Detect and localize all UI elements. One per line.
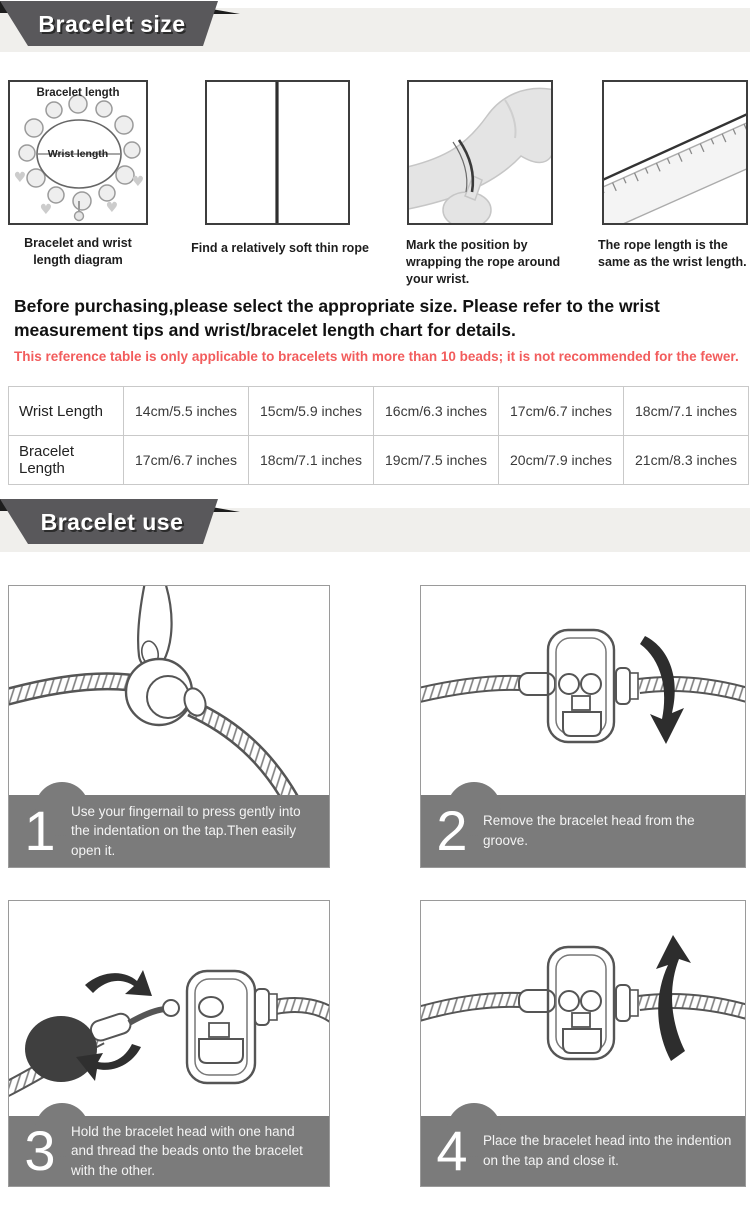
caption-rope-length: The rope length is the same as the wrist length. — [598, 238, 747, 269]
caption-find-rope: Find a relatively soft thin rope — [191, 241, 369, 255]
step2-caption-bar — [421, 795, 745, 867]
reference-warning: This reference table is only applicable to bracelets with more than 10 beads; it is not recommended for the fewer. — [14, 349, 739, 364]
bracelet-use-banner — [0, 498, 244, 548]
bracelet-length-header: Bracelet Length — [9, 436, 124, 485]
table-row-wrist — [9, 387, 749, 436]
bracelet-size-title: Bracelet size — [38, 10, 186, 37]
step3-number: 3 — [24, 1119, 56, 1182]
step4-caption-bar — [421, 1116, 745, 1186]
table-row-bracelet — [9, 436, 749, 485]
ruler-box — [602, 80, 748, 225]
wrist-wrap-box — [407, 80, 553, 225]
step1-text: Use your fingernail to press gently into the indentation on the tap.Then easily open it. — [71, 803, 301, 858]
svg-text:♥: ♥ — [105, 200, 119, 216]
size-chart-table — [8, 386, 749, 485]
wrist-length-label: Wrist length — [47, 148, 109, 160]
table-cell: 19cm/7.5 inches — [374, 436, 499, 485]
table-cell: 17cm/6.7 inches — [124, 436, 249, 485]
caption-mark-position: Mark the position by wrapping the rope around your wrist. — [406, 238, 561, 286]
rope-box — [205, 80, 350, 225]
table-cell: 21cm/8.3 inches — [624, 436, 749, 485]
bracelet-length-diagram-box — [8, 80, 148, 225]
step1-number: 1 — [24, 799, 56, 862]
table-cell: 20cm/7.9 inches — [499, 436, 624, 485]
table-cell: 18cm/7.1 inches — [624, 387, 749, 436]
step1-caption-bar — [9, 795, 329, 867]
step4-number: 4 — [436, 1119, 468, 1182]
table-cell: 18cm/7.1 inches — [249, 436, 374, 485]
step3-text: Hold the bracelet head with one hand and thread the beads onto the bracelet with the other. — [71, 1123, 303, 1178]
step3-panel — [8, 900, 330, 1187]
ruler-icon — [604, 82, 746, 223]
step4-close-clasp-illustration — [421, 901, 745, 1115]
wrist-length-header: Wrist Length — [9, 387, 124, 436]
table-cell: 16cm/6.3 inches — [374, 387, 499, 436]
purchase-note: Before purchasing,please select the appropriate size. Please refer to the wrist measurement tips and wrist/bracelet length chart for details. — [14, 296, 660, 341]
step2-text: Remove the bracelet head from the groove. — [483, 813, 695, 848]
bracelet-use-title: Bracelet use — [40, 508, 184, 535]
table-cell: 15cm/5.9 inches — [249, 387, 374, 436]
step4-text: Place the bracelet head into the indention on the tap and close it. — [483, 1133, 732, 1168]
svg-text:♥: ♥ — [131, 174, 145, 190]
caption-bracelet-diagram: Bracelet and wrist length diagram — [24, 236, 132, 267]
bracelet-length-label: Bracelet length — [36, 87, 120, 99]
bracelet-size-banner — [0, 0, 244, 50]
thin-rope-icon — [207, 82, 348, 223]
step2-remove-head-illustration — [421, 586, 745, 796]
svg-text:♥: ♥ — [13, 170, 27, 186]
step4-panel — [420, 900, 746, 1187]
step2-number: 2 — [436, 799, 468, 862]
svg-text:♥: ♥ — [39, 202, 53, 218]
step1-panel — [8, 585, 330, 868]
step2-panel — [420, 585, 746, 868]
step1-press-clasp-illustration — [9, 586, 329, 796]
table-cell: 17cm/6.7 inches — [499, 387, 624, 436]
step3-caption-bar — [9, 1116, 329, 1186]
step3-thread-beads-illustration — [9, 901, 329, 1115]
table-cell: 14cm/5.5 inches — [124, 387, 249, 436]
wrap-rope-around-wrist-icon — [409, 82, 551, 223]
